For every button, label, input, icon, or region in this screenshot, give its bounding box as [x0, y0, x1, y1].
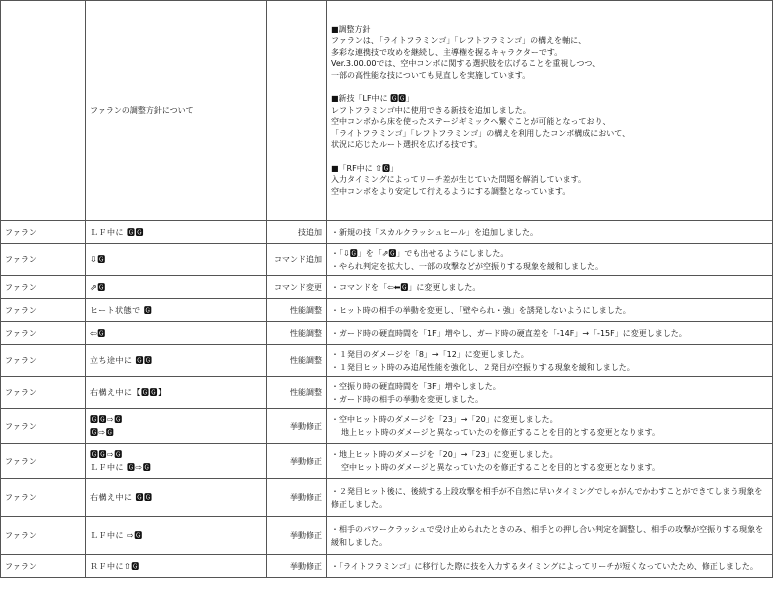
change-type: 性能調整	[267, 345, 327, 377]
command-text: ⇗🅶	[90, 282, 106, 292]
command-text: ⇩🅶	[90, 255, 106, 264]
command-cell	[86, 444, 267, 479]
command-text: 🅶⇨🅶	[90, 428, 115, 437]
change-type: コマンド変更	[267, 276, 327, 299]
policy-line: ファランは、「ライトフラミンゴ」「レフトフラミンゴ」の構えを軸に、	[331, 36, 587, 46]
change-type: 挙動修正	[267, 479, 327, 517]
command-text: ＬＦ中に 🅶⇨🅶	[90, 463, 152, 472]
table-row	[1, 479, 773, 517]
command-cell	[86, 276, 267, 299]
character-cell: ファラン	[1, 517, 86, 555]
change-type: 性能調整	[267, 322, 327, 345]
policy-row	[1, 1, 773, 221]
note-line: ・２発目ヒット後に、後続する上段攻撃を相手が不自然に早いタイミングでしゃがんでかわすことができてしまう現象を修正しました。	[331, 486, 763, 509]
policy-character-cell	[1, 1, 86, 221]
change-type: 性能調整	[267, 299, 327, 322]
notes-cell	[327, 517, 773, 555]
notes-cell	[327, 409, 773, 444]
command-cell	[86, 479, 267, 517]
command-cell	[86, 299, 267, 322]
character-cell: ファラン	[1, 276, 86, 299]
note-line: 空中ヒット時のダメージと異なっていたのを修正することを目的とする変更となります。	[341, 463, 660, 472]
note-line: ・「ライトフラミンゴ」に移行した際に技を入力するタイミングによってリーチが短くなっていたため、修正しました。	[331, 561, 758, 571]
table-row	[1, 345, 773, 377]
table-row	[1, 517, 773, 555]
table-row	[1, 299, 773, 322]
notes-cell	[327, 377, 773, 409]
note-line: ・ヒット時の相手の挙動を変更し、「壁やられ・強」を誘発しないようにしました。	[331, 305, 631, 315]
command-cell	[86, 409, 267, 444]
policy-line: ■調整方針	[331, 24, 371, 34]
notes-cell	[327, 244, 773, 276]
change-type: 技追加	[267, 221, 327, 244]
policy-line: 一部の高性能な技についても見直しを実施しています。	[331, 70, 531, 80]
note-line: ・１発目ヒット時のみ追尾性能を強化し、２発目が空振りする現象を緩和しました。	[331, 362, 635, 372]
notes-cell	[327, 322, 773, 345]
change-type: 性能調整	[267, 377, 327, 409]
command-cell	[86, 555, 267, 578]
policy-line: ■「RF中に ⇧🅶」	[331, 163, 398, 173]
command-cell	[86, 377, 267, 409]
table-row	[1, 322, 773, 345]
command-text: 立ち途中に 🅶🅶	[90, 356, 153, 365]
policy-line: 入力タイミングによってリーチ差が生じていた問題を解消しています。	[331, 175, 587, 185]
notes-cell	[327, 345, 773, 377]
note-line: ・空中ヒット時のダメージを「23」→「20」に変更しました。	[331, 415, 558, 424]
command-text: ＬＦ中に ⇨🅶	[90, 531, 143, 540]
character-cell: ファラン	[1, 221, 86, 244]
character-cell: ファラン	[1, 299, 86, 322]
notes-cell	[327, 299, 773, 322]
table-row	[1, 377, 773, 409]
notes-cell	[327, 555, 773, 578]
note-line: ・空振り時の硬直時間を「3F」増やしました。	[331, 381, 501, 391]
note-line: ・コマンドを「⇦⬅🅶」に変更しました。	[331, 282, 481, 292]
table-row	[1, 409, 773, 444]
change-type: コマンド追加	[267, 244, 327, 276]
policy-line: ■新技「LF中に 🅶🅶」	[331, 94, 415, 104]
policy-line: レフトフラミンゴ中に使用できる新技を追加しました。	[331, 105, 531, 115]
policy-line: 多彩な連携技で攻めを継続し、主導権を握るキャラクターです。	[331, 47, 563, 57]
command-text: 🅶🅶⇨🅶	[90, 450, 123, 459]
table-row	[1, 221, 773, 244]
command-text: 🅶🅶⇨🅶	[90, 415, 123, 424]
policy-line: 空中コンボから床を使ったステージギミックへ繋ぐことが可能となっており、	[331, 117, 611, 127]
command-cell	[86, 221, 267, 244]
command-cell	[86, 322, 267, 345]
command-text: 右構え中に【🅶🅶】	[90, 388, 167, 397]
command-cell	[86, 517, 267, 555]
character-cell: ファラン	[1, 555, 86, 578]
command-text: ⇦🅶	[90, 328, 106, 338]
command-text: ＲＦ中に⇧🅶	[90, 561, 140, 571]
character-cell: ファラン	[1, 345, 86, 377]
command-text: 右構え中に 🅶🅶	[90, 493, 153, 502]
note-line: ・相手のパワークラッシュで受け止められたときのみ、相手との押し合い判定を調整し、相手の攻撃が空振りする現象を緩和しました。	[331, 524, 764, 547]
command-cell	[86, 345, 267, 377]
command-cell	[86, 244, 267, 276]
command-text: ＬＦ中に 🅶🅶	[90, 227, 145, 237]
notes-cell	[327, 444, 773, 479]
policy-type-cell	[267, 1, 327, 221]
table-row	[1, 555, 773, 578]
command-text: ヒート状態で 🅶	[90, 305, 153, 315]
policy-label: ファランの調整方針について	[86, 1, 267, 221]
policy-line: 状況に応じたルート選択を広げる技です。	[331, 140, 483, 150]
policy-text	[327, 1, 773, 221]
note-line: ・新規の技「スカルクラッシュヒール」を追加しました。	[331, 227, 539, 237]
character-cell: ファラン	[1, 479, 86, 517]
table-row	[1, 444, 773, 479]
change-type: 挙動修正	[267, 555, 327, 578]
note-line: ・地上ヒット時のダメージを「20」→「23」に変更しました。	[331, 450, 558, 459]
change-type: 挙動修正	[267, 517, 327, 555]
character-cell: ファラン	[1, 409, 86, 444]
notes-cell	[327, 221, 773, 244]
policy-line: Ver.3.00.00では、空中コンボに関する選択肢を広げることを重視しつつ、	[331, 59, 601, 69]
notes-cell	[327, 276, 773, 299]
note-line: ・ガード時の相手の挙動を変更しました。	[331, 394, 483, 404]
note-line: ・やられ判定を拡大し、一部の攻撃などが空振りする現象を緩和しました。	[331, 261, 603, 271]
policy-line: 「ライトフラミンゴ」「レフトフラミンゴ」の構えを利用したコンボ構成において、	[331, 128, 631, 138]
note-line: ・「⇩🅶」を「⇗🅶」でも出せるようにしました。	[331, 248, 509, 258]
change-type: 挙動修正	[267, 444, 327, 479]
character-cell: ファラン	[1, 322, 86, 345]
character-cell: ファラン	[1, 377, 86, 409]
character-cell: ファラン	[1, 444, 86, 479]
note-line: ・１発目のダメージを「8」→「12」に変更しました。	[331, 349, 529, 359]
note-line: 地上ヒット時のダメージと異なっていたのを修正することを目的とする変更となります。	[341, 428, 660, 437]
table-row	[1, 276, 773, 299]
character-cell: ファラン	[1, 244, 86, 276]
notes-cell	[327, 479, 773, 517]
policy-line: 空中コンボをより安定して行えるようにする調整となっています。	[331, 186, 571, 196]
note-line: ・ガード時の硬直時間を「1F」増やし、ガード時の硬直差を「-14F」→「-15F」に変更しました。	[331, 328, 687, 338]
table-row	[1, 244, 773, 276]
change-type: 挙動修正	[267, 409, 327, 444]
